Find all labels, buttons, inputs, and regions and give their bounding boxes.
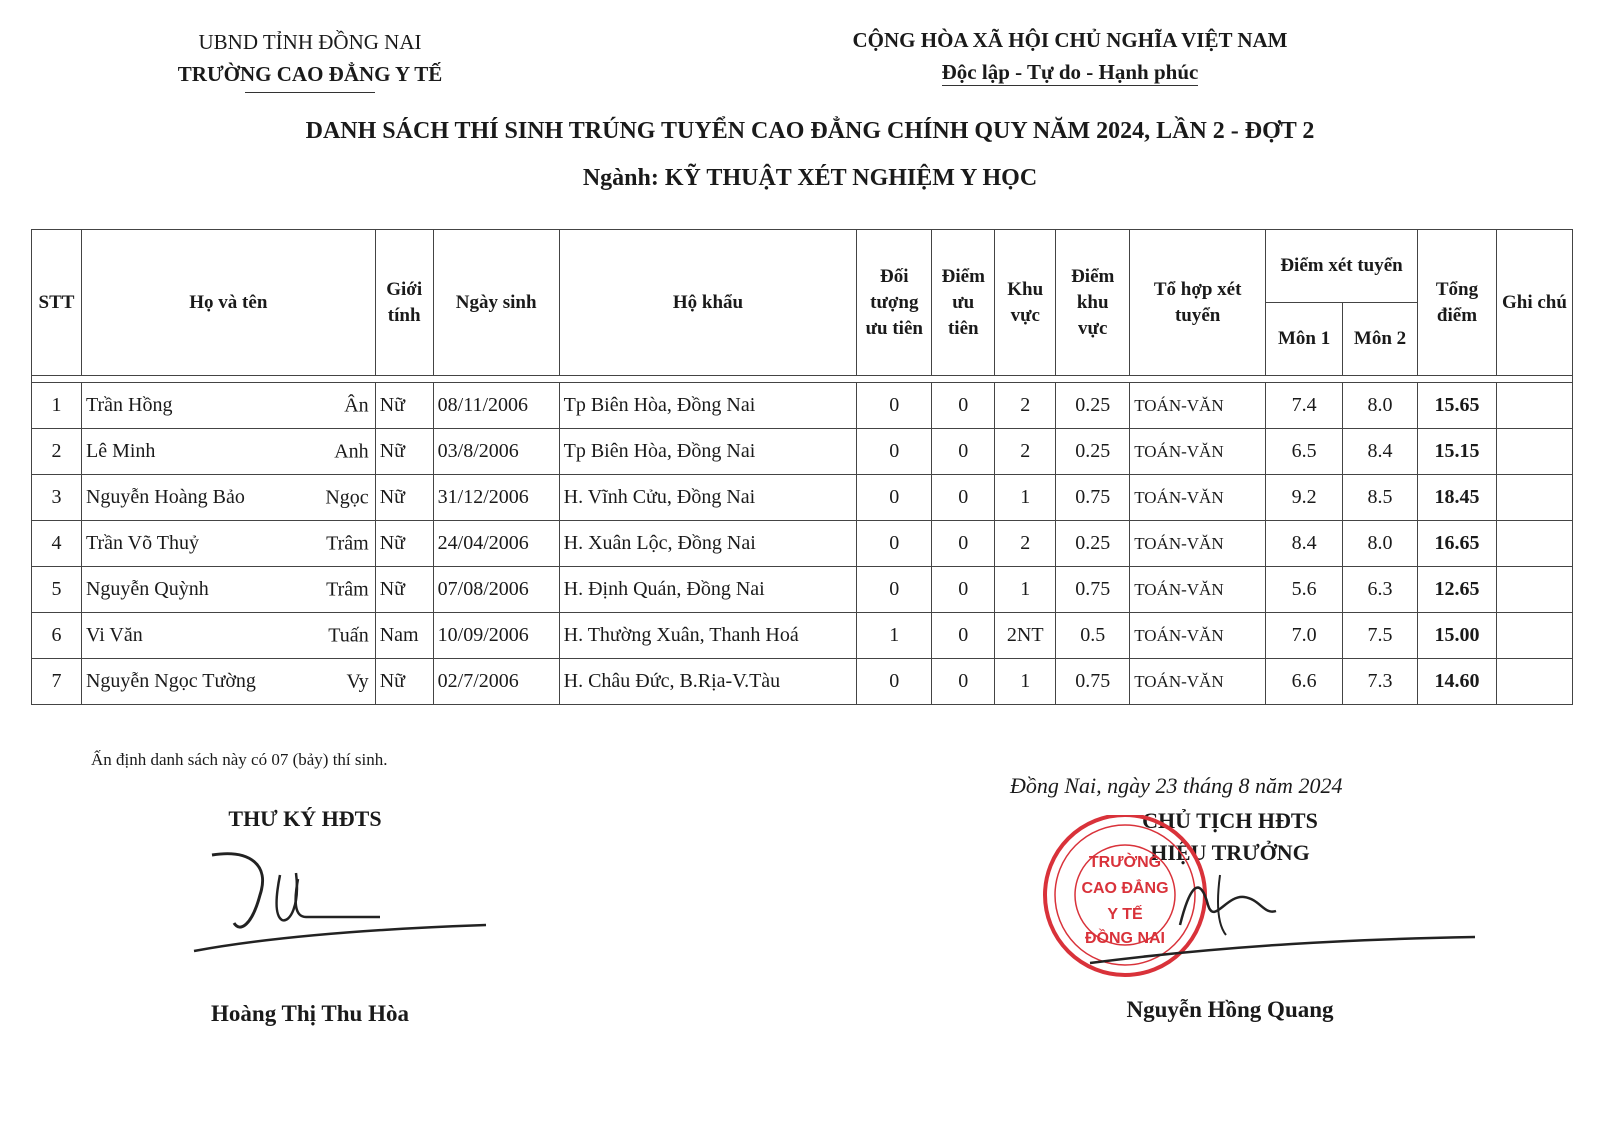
cell-note xyxy=(1496,521,1572,567)
stamp-text-line: ĐỒNG NAI xyxy=(1085,930,1165,947)
cell-gender: Nữ xyxy=(375,567,433,613)
cell-address: Tp Biên Hòa, Đồng Nai xyxy=(559,383,857,429)
table-row xyxy=(32,613,1573,659)
col-note: Ghi chú xyxy=(1496,230,1572,376)
cell-stt: 3 xyxy=(32,475,82,521)
cell-priority-group: 0 xyxy=(857,429,932,475)
cell-combination: TOÁN-VĂN xyxy=(1130,383,1266,429)
table-row xyxy=(32,567,1573,613)
chairman-name: Nguyễn Hồng Quang xyxy=(1126,997,1334,1022)
cell-name xyxy=(81,659,375,705)
cell-stt: 2 xyxy=(32,429,82,475)
cell-dob: 10/09/2006 xyxy=(433,613,559,659)
cell-stt: 7 xyxy=(32,659,82,705)
cell-note xyxy=(1496,613,1572,659)
national-motto: Độc lập - Tự do - Hạnh phúc xyxy=(941,60,1199,84)
cell-stt: 1 xyxy=(32,383,82,429)
cell-priority-score: 0 xyxy=(932,475,995,521)
col-region: Khu vực xyxy=(995,230,1056,376)
cell-subject1: 8.4 xyxy=(1266,521,1343,567)
cell-region-score: 0.5 xyxy=(1056,613,1130,659)
cell-stt: 5 xyxy=(32,567,82,613)
cell-note xyxy=(1496,475,1572,521)
admission-table xyxy=(31,229,1573,705)
col-subject2: Môn 2 xyxy=(1343,303,1418,376)
chairman-role2: HIỆU TRƯỞNG xyxy=(1150,840,1310,865)
col-subject1: Môn 1 xyxy=(1266,303,1343,376)
col-gender: Giới tính xyxy=(375,230,433,376)
cell-subject2: 8.0 xyxy=(1343,383,1418,429)
cell-subject2: 6.3 xyxy=(1343,567,1418,613)
secretary-signature-icon xyxy=(190,845,490,965)
issuer-underline xyxy=(245,92,375,93)
cell-region-score: 0.25 xyxy=(1056,521,1130,567)
cell-priority-group: 0 xyxy=(857,659,932,705)
cell-name xyxy=(81,429,375,475)
table-row xyxy=(32,429,1573,475)
issuer-header xyxy=(130,26,490,93)
cell-name xyxy=(81,613,375,659)
sign-date: Đồng Nai, ngày 23 tháng 8 năm 2024 xyxy=(1010,773,1343,798)
cell-address: H. Vĩnh Cửu, Đồng Nai xyxy=(559,475,857,521)
table-row xyxy=(32,475,1573,521)
cell-total: 16.65 xyxy=(1418,521,1497,567)
cell-subject2: 7.3 xyxy=(1343,659,1418,705)
cell-priority-group: 0 xyxy=(857,521,932,567)
cell-address: H. Xuân Lộc, Đồng Nai xyxy=(559,521,857,567)
cell-combination: TOÁN-VĂN xyxy=(1130,521,1266,567)
cell-priority-score: 0 xyxy=(932,429,995,475)
cell-gender: Nữ xyxy=(375,521,433,567)
cell-gender: Nữ xyxy=(375,429,433,475)
cell-last-middle-name: Nguyễn Hoàng Bảo xyxy=(85,486,245,508)
col-admission-scores: Điểm xét tuyển xyxy=(1266,230,1418,303)
chairman-role1: CHỦ TỊCH HĐTS xyxy=(1142,808,1318,833)
list-note: Ấn định danh sách này có 07 (bảy) thí sinh. xyxy=(91,750,388,769)
cell-dob: 08/11/2006 xyxy=(433,383,559,429)
cell-total: 15.15 xyxy=(1418,429,1497,475)
cell-region: 1 xyxy=(995,475,1056,521)
cell-subject1: 7.0 xyxy=(1266,613,1343,659)
cell-stt: 4 xyxy=(32,521,82,567)
cell-last-middle-name: Trần Võ Thuỷ xyxy=(85,532,199,554)
cell-dob: 03/8/2006 xyxy=(433,429,559,475)
col-name: Họ và tên xyxy=(81,230,375,376)
secretary-name: Hoàng Thị Thu Hòa xyxy=(211,1001,409,1026)
stamp-text-line: CAO ĐẲNG xyxy=(1081,880,1169,897)
cell-subject1: 5.6 xyxy=(1266,567,1343,613)
cell-gender: Nữ xyxy=(375,383,433,429)
cell-last-middle-name: Trần Hồng xyxy=(85,394,173,416)
cell-subject1: 6.6 xyxy=(1266,659,1343,705)
cell-priority-score: 0 xyxy=(932,613,995,659)
official-stamp-icon xyxy=(1030,815,1490,1005)
col-stt: STT xyxy=(32,230,82,376)
cell-subject1: 9.2 xyxy=(1266,475,1343,521)
stamp-text-line: Y TẾ xyxy=(1107,906,1143,923)
cell-priority-group: 1 xyxy=(857,613,932,659)
cell-dob: 24/04/2006 xyxy=(433,521,559,567)
national-header xyxy=(810,24,1330,88)
cell-dob: 07/08/2006 xyxy=(433,567,559,613)
cell-name xyxy=(81,383,375,429)
cell-gender: Nam xyxy=(375,613,433,659)
cell-priority-score: 0 xyxy=(932,567,995,613)
cell-region-score: 0.25 xyxy=(1056,429,1130,475)
cell-subject2: 8.0 xyxy=(1343,521,1418,567)
col-priority-score: Điểm ưu tiên xyxy=(932,230,995,376)
cell-note xyxy=(1496,383,1572,429)
cell-first-name: Trâm xyxy=(326,532,369,554)
cell-priority-group: 0 xyxy=(857,475,932,521)
table-row xyxy=(32,383,1573,429)
cell-first-name: Tuấn xyxy=(328,624,369,646)
cell-region-score: 0.25 xyxy=(1056,383,1130,429)
cell-stt: 6 xyxy=(32,613,82,659)
cell-name xyxy=(81,567,375,613)
cell-address: H. Thường Xuân, Thanh Hoá xyxy=(559,613,857,659)
national-line1: CỘNG HÒA XÃ HỘI CHỦ NGHĨA VIỆT NAM xyxy=(852,28,1288,52)
cell-address: H. Định Quán, Đồng Nai xyxy=(559,567,857,613)
cell-priority-group: 0 xyxy=(857,383,932,429)
table-row xyxy=(32,521,1573,567)
col-priority-group: Đối tượng ưu tiên xyxy=(857,230,932,376)
table-row xyxy=(32,659,1573,705)
cell-region-score: 0.75 xyxy=(1056,475,1130,521)
cell-combination: TOÁN-VĂN xyxy=(1130,567,1266,613)
cell-total: 12.65 xyxy=(1418,567,1497,613)
secretary-role: THƯ KÝ HĐTS xyxy=(228,806,382,831)
cell-gender: Nữ xyxy=(375,475,433,521)
col-combination: Tổ hợp xét tuyển xyxy=(1130,230,1266,376)
cell-first-name: Trâm xyxy=(326,578,369,600)
cell-first-name: Ngọc xyxy=(325,486,369,508)
document-title: DANH SÁCH THÍ SINH TRÚNG TUYỂN CAO ĐẲNG CHÍNH QUY NĂM 2024, LẦN 2 - ĐỢT 2 xyxy=(305,118,1315,144)
cell-total: 14.60 xyxy=(1418,659,1497,705)
cell-subject1: 7.4 xyxy=(1266,383,1343,429)
cell-last-middle-name: Nguyễn Quỳnh xyxy=(85,578,209,600)
cell-address: H. Châu Đức, B.Rịa-V.Tàu xyxy=(559,659,857,705)
cell-combination: TOÁN-VĂN xyxy=(1130,475,1266,521)
cell-priority-score: 0 xyxy=(932,383,995,429)
cell-region: 1 xyxy=(995,659,1056,705)
cell-last-middle-name: Lê Minh xyxy=(85,440,156,462)
cell-last-middle-name: Nguyễn Ngọc Tường xyxy=(85,670,256,692)
cell-region: 2 xyxy=(995,429,1056,475)
cell-combination: TOÁN-VĂN xyxy=(1130,429,1266,475)
cell-total: 18.45 xyxy=(1418,475,1497,521)
col-total: Tổng điểm xyxy=(1418,230,1497,376)
cell-note xyxy=(1496,567,1572,613)
cell-name xyxy=(81,521,375,567)
cell-region-score: 0.75 xyxy=(1056,659,1130,705)
cell-subject2: 8.4 xyxy=(1343,429,1418,475)
cell-first-name: Vy xyxy=(346,670,369,692)
col-dob: Ngày sinh xyxy=(433,230,559,376)
col-region-score: Điểm khu vực xyxy=(1056,230,1130,376)
cell-note xyxy=(1496,429,1572,475)
cell-total: 15.65 xyxy=(1418,383,1497,429)
cell-name xyxy=(81,475,375,521)
cell-region: 1 xyxy=(995,567,1056,613)
cell-region: 2NT xyxy=(995,613,1056,659)
cell-priority-score: 0 xyxy=(932,659,995,705)
cell-gender: Nữ xyxy=(375,659,433,705)
cell-note xyxy=(1496,659,1572,705)
cell-total: 15.00 xyxy=(1418,613,1497,659)
cell-first-name: Ân xyxy=(344,394,369,416)
cell-subject2: 8.5 xyxy=(1343,475,1418,521)
cell-dob: 02/7/2006 xyxy=(433,659,559,705)
cell-subject2: 7.5 xyxy=(1343,613,1418,659)
issuer-line1: UBND TỈNH ĐỒNG NAI xyxy=(198,30,422,54)
cell-dob: 31/12/2006 xyxy=(433,475,559,521)
cell-address: Tp Biên Hòa, Đồng Nai xyxy=(559,429,857,475)
cell-last-middle-name: Vi Văn xyxy=(85,624,143,646)
cell-combination: TOÁN-VĂN xyxy=(1130,659,1266,705)
issuer-line2: TRƯỜNG CAO ĐẲNG Y TẾ xyxy=(177,62,443,86)
col-address: Hộ khẩu xyxy=(559,230,857,376)
cell-priority-group: 0 xyxy=(857,567,932,613)
cell-region: 2 xyxy=(995,521,1056,567)
cell-combination: TOÁN-VĂN xyxy=(1130,613,1266,659)
cell-subject1: 6.5 xyxy=(1266,429,1343,475)
stamp-text-line: TRƯỜNG xyxy=(1088,854,1162,871)
cell-region: 2 xyxy=(995,383,1056,429)
cell-region-score: 0.75 xyxy=(1056,567,1130,613)
cell-first-name: Anh xyxy=(334,440,369,462)
cell-priority-score: 0 xyxy=(932,521,995,567)
document-subtitle: Ngành: KỸ THUẬT XÉT NGHIỆM Y HỌC xyxy=(582,165,1038,191)
